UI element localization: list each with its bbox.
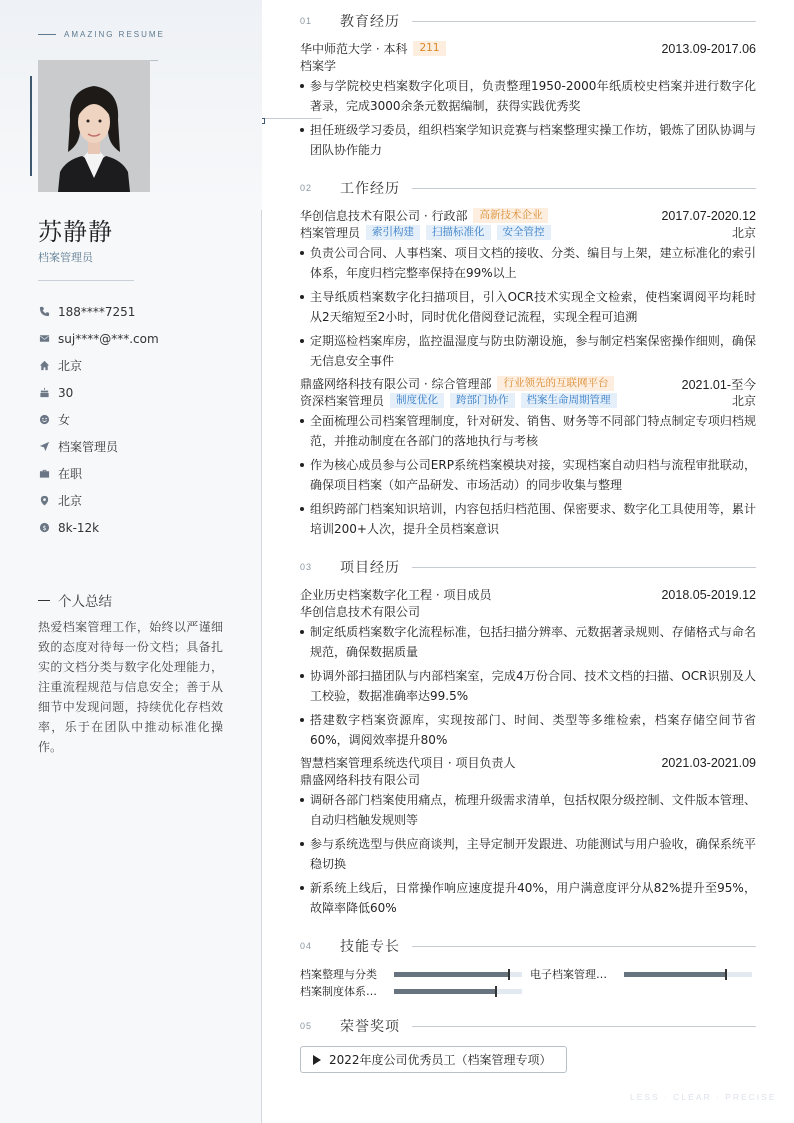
send-icon — [38, 441, 50, 453]
skill-name: 档案制度体系… — [300, 985, 377, 998]
list-item: 定期巡检档案库房，监控温湿度与防虫防潮设施，参与制定档案保密操作细则，确保无信息安全事件 — [300, 331, 756, 371]
info-location: 北京 — [38, 487, 159, 514]
skill-bar-marker — [725, 969, 727, 980]
skill-bar-marker — [495, 986, 497, 997]
mail-icon — [38, 333, 50, 345]
list-item: 搭建数字档案资源库，实现按部门、时间、类型等多维检索，档案存储空间节省60%，调阅效率提升80% — [300, 710, 756, 750]
work-entry — [300, 207, 756, 375]
award-item[interactable] — [300, 1046, 567, 1073]
company-tag: 行业领先的互联网平台 — [497, 376, 614, 391]
svg-text:$: $ — [41, 523, 47, 532]
project-bullets — [300, 622, 756, 750]
skill-bar-fill — [624, 972, 726, 977]
job-position: 资深档案管理员 — [300, 394, 385, 408]
phone-icon — [38, 306, 50, 318]
brand-label: AMAZING RESUME — [38, 30, 165, 39]
work-date: 2017.07-2020.12 — [661, 208, 756, 223]
info-email: suj****@***.com — [38, 325, 159, 352]
project-entry — [300, 754, 756, 922]
contact-info-list — [38, 298, 159, 541]
info-age: 30 — [38, 379, 159, 406]
summary-title: 个人总结 — [38, 590, 112, 610]
section-header-projects: 03 项目经历 — [300, 557, 756, 577]
skill-tag: 档案生命周期管理 — [521, 393, 617, 408]
project-org: 华创信息技术有限公司 — [300, 605, 421, 619]
project-date: 2018.05-2019.12 — [661, 587, 756, 602]
school-name: 华中师范大学 · 本科 — [300, 42, 408, 56]
job-position: 档案管理员 — [300, 226, 361, 240]
section-header-education: 01 教育经历 — [300, 11, 756, 31]
skill-tag: 扫描标准化 — [426, 225, 491, 240]
work-city: 北京 — [731, 394, 756, 408]
skill-bar — [394, 989, 522, 994]
candidate-name: 苏静静 — [38, 218, 113, 246]
project-name: 智慧档案管理系统迭代项目 · 项目负责人 — [300, 756, 516, 770]
project-name: 企业历史档案数字化工程 · 项目成员 — [300, 588, 492, 602]
skill-item — [530, 966, 752, 982]
home-icon — [38, 360, 50, 372]
decorative-bracket — [262, 118, 265, 124]
school-tag: 211 — [413, 41, 445, 56]
skill-bar-marker — [508, 969, 510, 980]
gender-icon — [38, 414, 50, 426]
list-item: 制定纸质档案数字化流程标准，包括扫描分辨率、元数据著录规则、存储格式与命名规范，确保数据质量 — [300, 622, 756, 662]
section-header-skills: 04 技能专长 — [300, 936, 756, 956]
skill-tag: 制度优化 — [390, 393, 444, 408]
info-status: 在职 — [38, 460, 159, 487]
section-header-work: 02 工作经历 — [300, 178, 756, 198]
list-item: 组织跨部门档案知识培训，内容包括归档范围、保密要求、数字化工具使用等，累计培训200+人次，提升全员档案意识 — [300, 499, 756, 539]
divider — [38, 280, 134, 281]
cake-icon — [38, 387, 50, 399]
list-item: 负责公司合同、人事档案、项目文档的接收、分类、编目与上架，建立标准化的索引体系，年度归档完整率保持在99%以上 — [300, 243, 756, 283]
list-item: 参与系统选型与供应商谈判，主导定制开发跟进、功能测试与用户验收，确保系统平稳切换 — [300, 834, 756, 874]
summary-text: 热爱档案管理工作，始终以严谨细致的态度对待每一份文档；具备扎实的文档分类与数字化处理能力，注重流程规范与信息安全；善于从细节中发现问题，持续优化存档效率，乐于在团队中推动标准化操作。 — [38, 620, 223, 754]
info-home: 北京 — [38, 352, 159, 379]
skill-bar — [394, 972, 522, 977]
salary-icon — [38, 522, 50, 534]
skill-bar-fill — [394, 972, 509, 977]
section-header-honors: 05 荣誉奖项 — [300, 1016, 756, 1036]
skill-bar — [624, 972, 752, 977]
skill-name: 电子档案管理… — [530, 968, 607, 981]
project-bullets — [300, 790, 756, 918]
list-item: 协调外部扫描团队与内部档案室，完成4万份合同、技术文档的扫描、OCR识别及人工校验，数据准确率达99.5% — [300, 666, 756, 706]
list-item: 调研各部门档案使用痛点，梳理升级需求清单，包括权限分级控制、文件版本管理、自动归档触发规则等 — [300, 790, 756, 830]
avatar — [38, 60, 150, 192]
work-bullets — [300, 243, 756, 371]
list-item: 全面梳理公司档案管理制度，针对研发、销售、财务等不同部门特点制定专项归档规范，并推动制度在各部门的落地执行与考核 — [300, 411, 756, 451]
location-pin-icon — [38, 495, 50, 507]
info-gender: 女 — [38, 406, 159, 433]
company-tag: 高新技术企业 — [473, 208, 548, 223]
education-date: 2013.09-2017.06 — [661, 41, 756, 56]
list-item: 担任班级学习委员，组织档案学知识竞赛与档案整理实操工作坊，锻炼了团队协调与团队协作能力 — [300, 120, 756, 160]
watermark: LESS · CLEAR · PRECISE — [630, 1092, 777, 1102]
work-city: 北京 — [731, 226, 756, 240]
sidebar — [0, 0, 262, 1123]
education-entry — [300, 40, 756, 164]
project-entry — [300, 586, 756, 754]
photo-accent-bar — [30, 76, 32, 176]
skill-tag: 跨部门协作 — [450, 393, 515, 408]
project-date: 2021.03-2021.09 — [661, 755, 756, 770]
skill-name: 档案整理与分类 — [300, 968, 377, 981]
education-major: 档案学 — [300, 59, 337, 73]
project-org: 鼎盛网络科技有限公司 — [300, 773, 421, 787]
info-position: 档案管理员 — [38, 433, 159, 460]
list-item: 新系统上线后，日常操作响应速度提升40%，用户满意度评分从82%提升至95%，故障率降低60% — [300, 878, 756, 918]
list-item: 主导纸质档案数字化扫描项目，引入OCR技术实现全文检索，使档案调阅平均耗时从2天缩短至2小时，同时优化借阅登记流程，实现全程可追溯 — [300, 287, 756, 327]
skill-item — [300, 983, 522, 999]
company-name: 鼎盛网络科技有限公司 · 综合管理部 — [300, 377, 492, 391]
skill-item — [300, 966, 522, 982]
skill-tag: 索引构建 — [366, 225, 420, 240]
skill-tag: 安全管控 — [497, 225, 551, 240]
candidate-role: 档案管理员 — [38, 251, 93, 264]
award-label: 2022年度公司优秀员工（档案管理专项） — [329, 1053, 552, 1067]
info-salary: $ 8k-12k — [38, 514, 159, 541]
education-bullets — [300, 76, 756, 160]
info-phone: 188****7251 — [38, 298, 159, 325]
company-name: 华创信息技术有限公司 · 行政部 — [300, 209, 468, 223]
briefcase-icon — [38, 468, 50, 480]
work-date: 2021.01-至今 — [681, 377, 756, 392]
play-triangle-icon — [313, 1055, 321, 1065]
list-item: 作为核心成员参与公司ERP系统档案模块对接，实现档案自动归档与流程审批联动，确保项目档案（如产品研发、市场活动）的同步收集与整理 — [300, 455, 756, 495]
work-bullets — [300, 411, 756, 539]
skill-bar-fill — [394, 989, 496, 994]
work-entry — [300, 375, 756, 543]
list-item: 参与学院校史档案数字化项目，负责整理1950-2000年纸质校史档案并进行数字化著录，完成3000余条元数据编制，获得实践优秀奖 — [300, 76, 756, 116]
